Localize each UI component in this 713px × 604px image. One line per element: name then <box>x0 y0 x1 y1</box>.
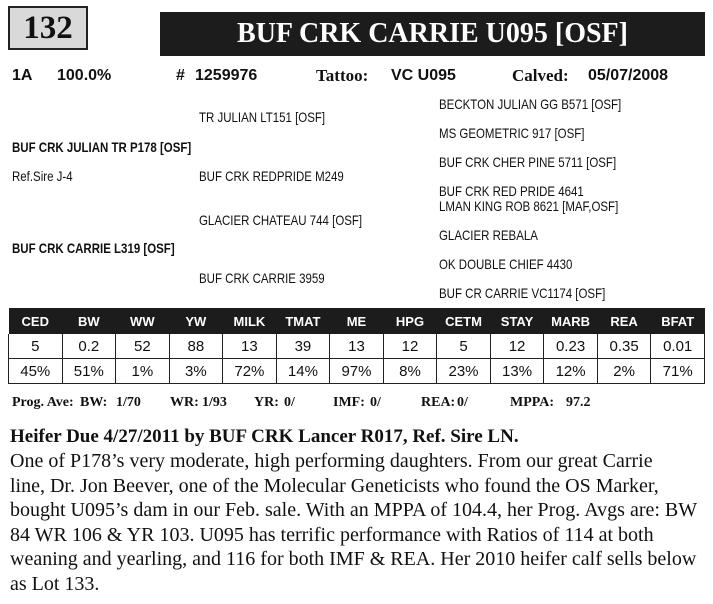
notes-line: weaning and yearling, and 116 for both IMF & REA. Her 2010 heifer calf sells below <box>10 548 697 570</box>
epd-percentile: 51% <box>62 359 116 384</box>
epd-header: MILK <box>223 308 277 334</box>
lot-number: 132 <box>23 10 73 46</box>
prog-rea-value: 0/ <box>457 395 468 410</box>
prog-mppa-value: 97.2 <box>566 395 591 410</box>
notes-line: One of P178’s very moderate, high performing daughters. From our great Carrie <box>10 450 653 472</box>
epd-percentile: 97% <box>330 359 384 384</box>
pedigree-ds-dam: GLACIER REBALA <box>439 227 538 243</box>
epd-value: 12 <box>490 334 544 359</box>
pedigree-sire: BUF CRK JULIAN TR P178 [OSF] <box>12 139 192 155</box>
prog-imf-label: IMF: <box>333 395 365 410</box>
animal-name-banner <box>160 12 705 56</box>
notes-line: line, Dr. Jon Beever, one of the Molecular Geneticists who found the OS Marker, <box>10 474 659 497</box>
prog-bw-label: BW: <box>80 395 108 410</box>
animal-name: BUF CRK CARRIE U095 [OSF] <box>237 18 628 49</box>
epd-value: 0.01 <box>651 334 705 359</box>
prog-mppa-label: MPPA: <box>510 395 555 410</box>
notes-line: bought U095’s dam in our Feb. sale. With an MPPA of 104.4, her Prog. Avgs are: BW <box>10 499 698 521</box>
prog-yr-label: YR: <box>254 395 279 410</box>
epd-percentile: 14% <box>276 359 330 384</box>
epd-percentiles-row <box>9 359 705 384</box>
pedigree-ss-sire: BECKTON JULIAN GG B571 [OSF] <box>439 96 622 112</box>
pedigree-dam-sire: GLACIER CHATEAU 744 [OSF] <box>199 212 363 228</box>
pedigree-sire-dam: BUF CRK REDPRIDE M249 <box>199 168 344 184</box>
epd-value: 0.2 <box>62 334 116 359</box>
prog-imf-value: 0/ <box>370 395 381 410</box>
pedigree-sd-dam: BUF CRK RED PRIDE 4641 <box>439 183 584 199</box>
tattoo-value: VC U095 <box>391 67 456 84</box>
percent-value: 100.0% <box>57 67 112 84</box>
epd-percentile: 8% <box>383 359 437 384</box>
epd-header-row <box>9 308 705 334</box>
epd-percentile: 3% <box>169 359 223 384</box>
epd-value: 88 <box>169 334 223 359</box>
pedigree-ss-dam: MS GEOMETRIC 917 [OSF] <box>439 125 585 141</box>
epd-header: CED <box>9 308 63 334</box>
epd-percentile: 12% <box>544 359 598 384</box>
prog-yr-value: 0/ <box>284 395 295 410</box>
pedigree-sd-sire: BUF CRK CHER PINE 5711 [OSF] <box>439 154 617 170</box>
calved-date: 05/07/2008 <box>588 67 669 84</box>
epd-value: 0.35 <box>597 334 651 359</box>
pedigree-dam: BUF CRK CARRIE L319 [OSF] <box>12 240 175 256</box>
prog-wr-value: 1/93 <box>202 395 227 410</box>
epd-header: WW <box>116 308 170 334</box>
epd-value: 13 <box>330 334 384 359</box>
notes-heading: Heifer Due 4/27/2011 by BUF CRK Lancer R017, Ref. Sire LN. <box>10 426 519 447</box>
epd-percentile: 71% <box>651 359 705 384</box>
epd-percentile: 23% <box>437 359 491 384</box>
pedigree-ds-sire: LMAN KING ROB 8621 [MAF,OSF] <box>439 198 619 214</box>
epd-value: 52 <box>116 334 170 359</box>
epd-header: YW <box>169 308 223 334</box>
epd-header: BW <box>62 308 116 334</box>
lot-number-box <box>8 6 88 50</box>
epd-percentile: 13% <box>490 359 544 384</box>
pedigree-sire-sire: TR JULIAN LT151 [OSF] <box>199 109 326 125</box>
epd-header: HPG <box>383 308 437 334</box>
epd-value: 5 <box>9 334 63 359</box>
pedigree-ref-sire: Ref.Sire J-4 <box>12 168 73 184</box>
prog-wr-label: WR: <box>170 395 199 410</box>
pedigree-dd-sire: OK DOUBLE CHIEF 4430 <box>439 256 573 272</box>
epd-value: 39 <box>276 334 330 359</box>
epd-table <box>8 308 705 384</box>
epd-value: 5 <box>437 334 491 359</box>
epd-header: TMAT <box>276 308 330 334</box>
epd-percentile: 2% <box>597 359 651 384</box>
registration-number: 1259976 <box>195 67 258 84</box>
calved-label: Calved: <box>512 66 569 85</box>
prog-rea-label: REA: <box>421 395 456 410</box>
epd-header: ME <box>330 308 384 334</box>
epd-value: 0.23 <box>544 334 598 359</box>
notes-line: 84 WR 106 & YR 103. U095 has terrific performance with Ratios of 114 at both <box>10 523 654 546</box>
epd-percentile: 72% <box>223 359 277 384</box>
prog-bw-value: 1/70 <box>116 395 141 410</box>
tattoo-label: Tattoo: <box>316 66 369 85</box>
pedigree-dam-dam: BUF CRK CARRIE 3959 <box>199 270 325 286</box>
epd-header: MARB <box>544 308 598 334</box>
notes-line: as Lot 133. <box>10 572 100 595</box>
epd-header: REA <box>597 308 651 334</box>
epd-percentile: 1% <box>116 359 170 384</box>
animal-code: 1A <box>12 67 33 84</box>
prog-ave-label: Prog. Ave: <box>12 395 74 410</box>
pedigree-dd-dam: BUF CR CARRIE VC1174 [OSF] <box>439 285 606 301</box>
epd-value: 13 <box>223 334 277 359</box>
epd-percentile: 45% <box>9 359 63 384</box>
notes-body <box>10 449 710 596</box>
epd-value: 12 <box>383 334 437 359</box>
epd-header: BFAT <box>651 308 705 334</box>
registration-label: # <box>176 67 185 84</box>
epd-values-row <box>9 334 705 359</box>
epd-header: CETM <box>437 308 491 334</box>
epd-header: STAY <box>490 308 544 334</box>
